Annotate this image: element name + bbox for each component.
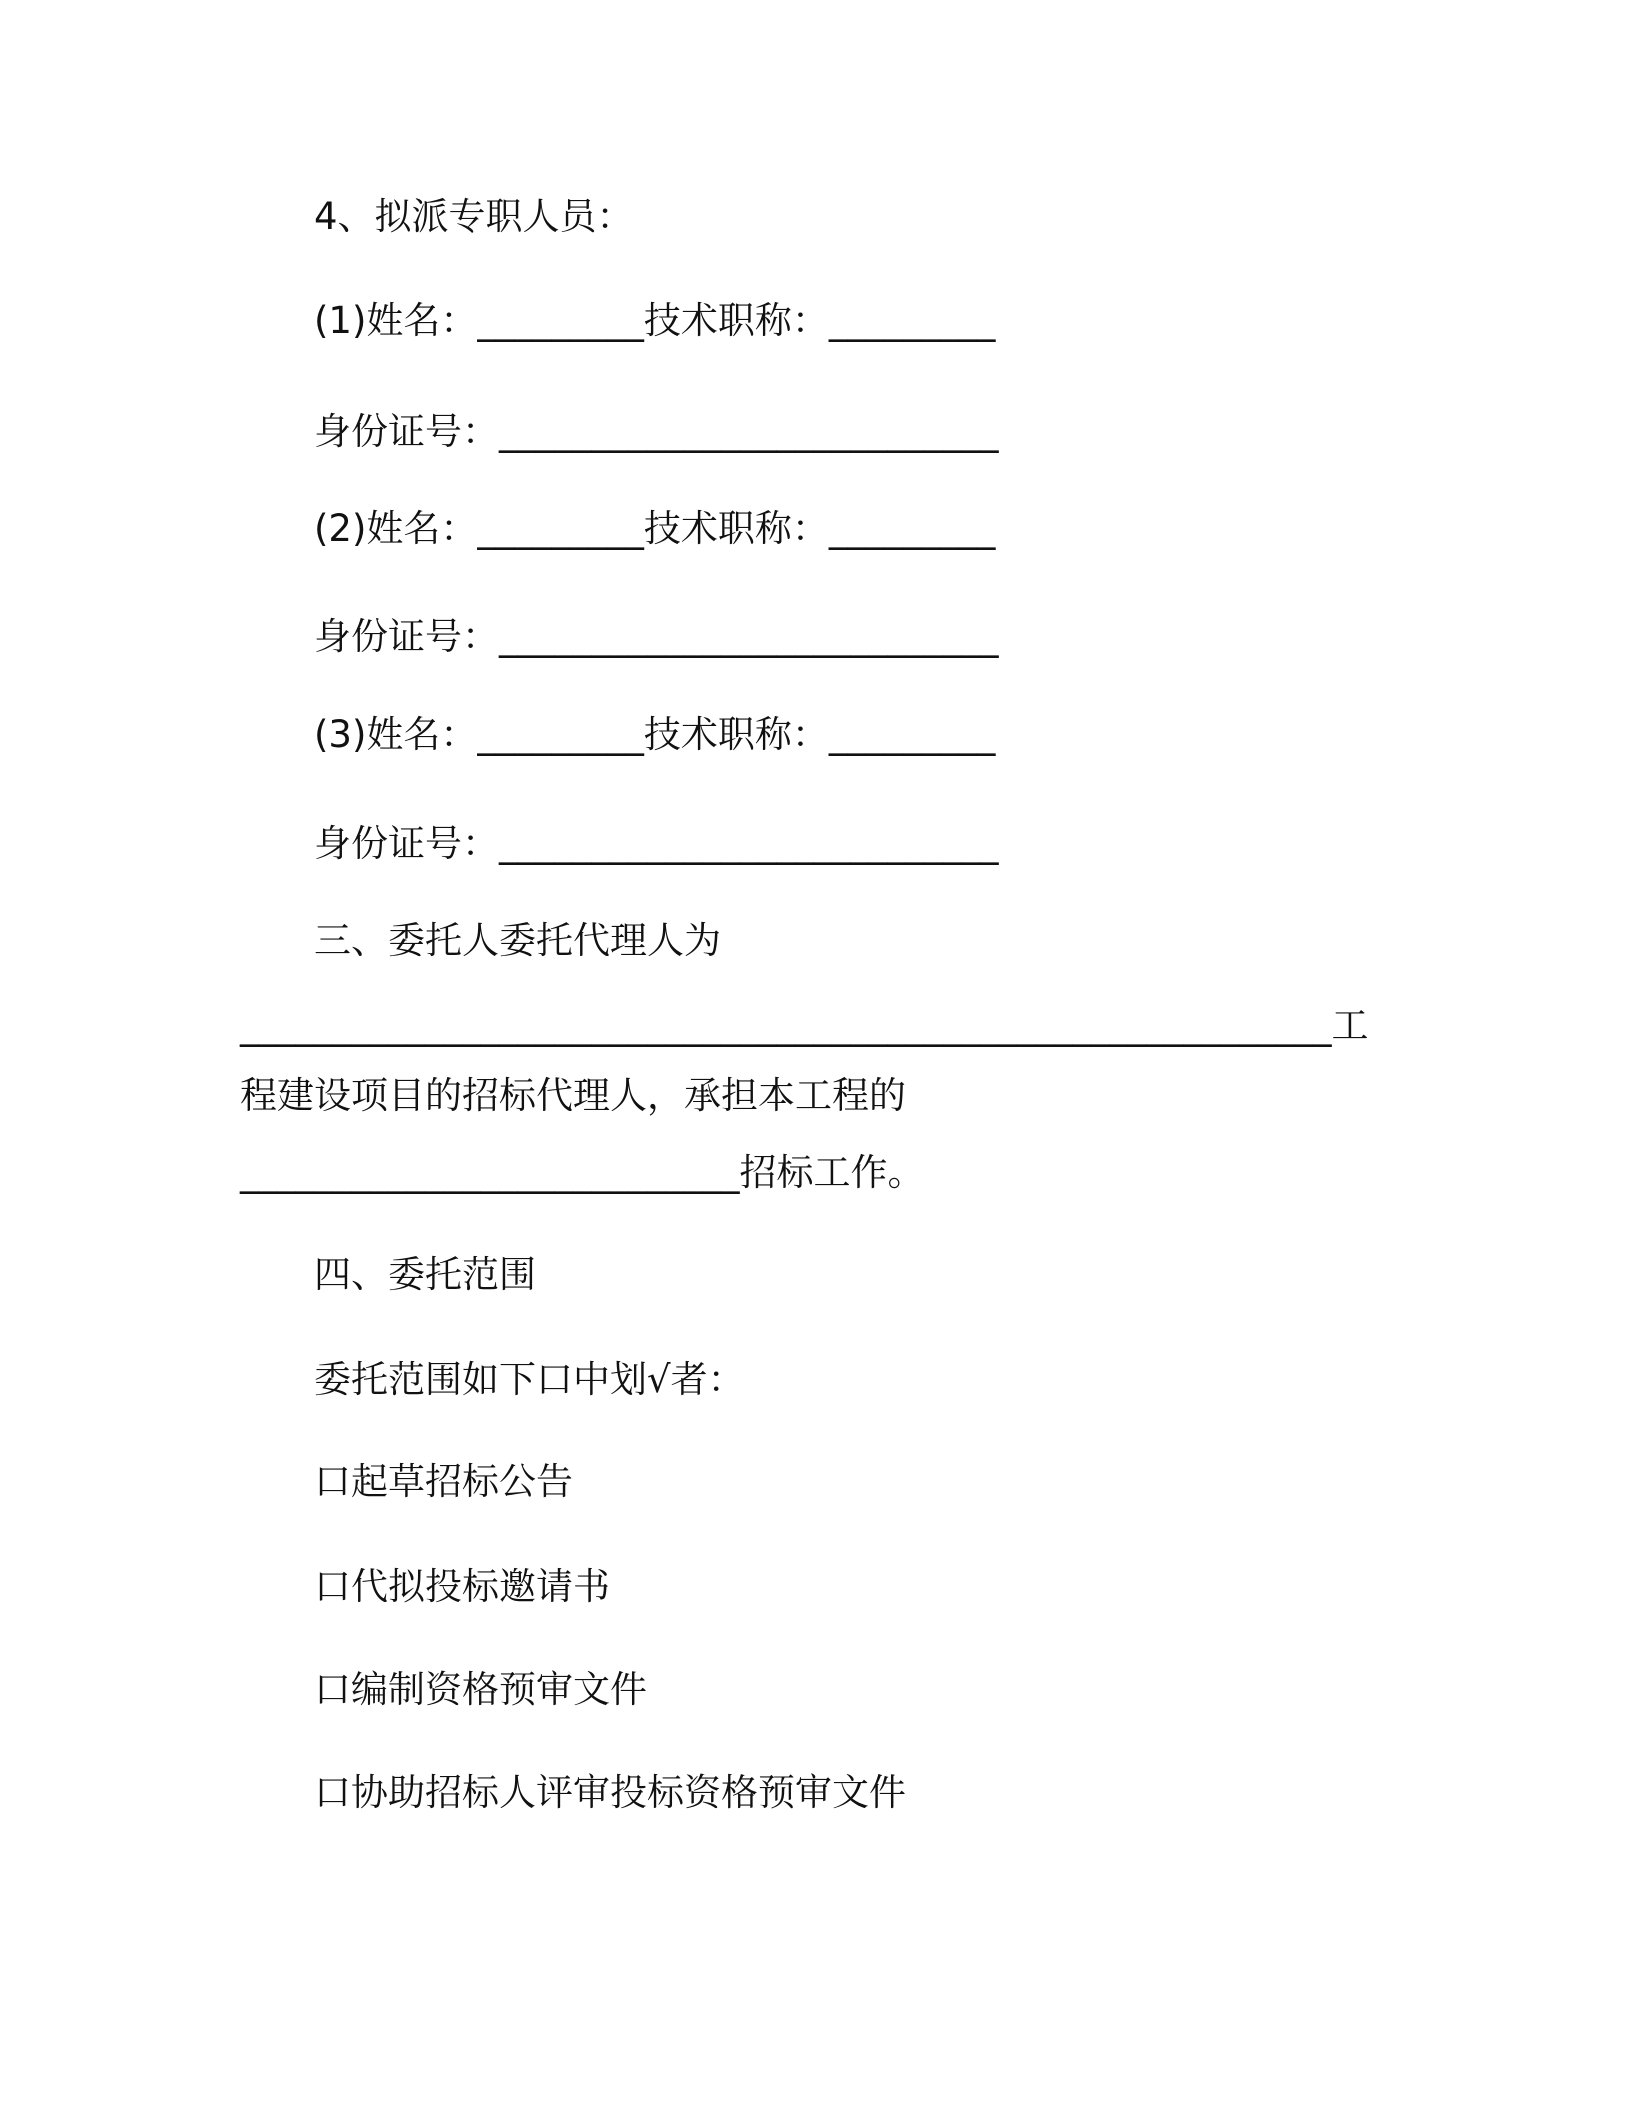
staff-2-name-title-line: (2)姓名：_________技术职称：_________ [314, 507, 996, 550]
bidding-work-line: ___________________________招标工作。 [240, 1151, 925, 1194]
scope-instruction: 委托范围如下口中划√者： [314, 1358, 745, 1401]
scope-item-prequalification-docs: 口编制资格预审文件 [314, 1668, 647, 1711]
staff-3-id-line: 身份证号：___________________________ [314, 822, 999, 865]
scope-item-review-assistance: 口协助招标人评审投标资格预审文件 [314, 1771, 906, 1814]
scope-item-announcement: 口起草招标公告 [314, 1460, 573, 1503]
staff-2-id-line: 身份证号：___________________________ [314, 615, 999, 658]
agent-description-line: 程建设项目的招标代理人，承担本工程的 [240, 1074, 906, 1117]
staff-1-name-title-line: (1)姓名：_________技术职称：_________ [314, 299, 996, 342]
staff-1-id-line: 身份证号：___________________________ [314, 410, 999, 453]
agent-blank-line: ___________________________________________________________工 [240, 1004, 1369, 1047]
section-4-heading: 4、拟派专职人员： [314, 195, 634, 238]
scope-item-invitation: 口代拟投标邀请书 [314, 1565, 610, 1608]
staff-3-name-title-line: (3)姓名：_________技术职称：_________ [314, 713, 996, 756]
section-3-heading: 三、委托人委托代理人为 [314, 919, 721, 962]
section-4-scope-heading: 四、委托范围 [314, 1253, 536, 1296]
